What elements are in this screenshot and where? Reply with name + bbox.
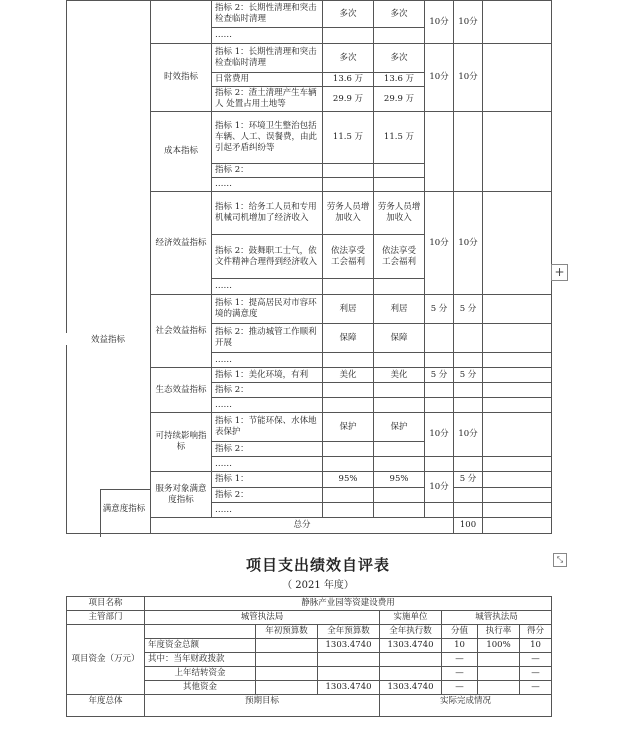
actual-value: 13.6 万 [374,73,425,87]
weight-score: 10分 [425,192,454,295]
satisfaction-subcategory: 服务对象满意度指标 [151,472,212,518]
weight-score: 5 分 [425,295,454,324]
weight-score: 5 分 [425,368,454,383]
ellipsis-row: …… [212,457,323,472]
satisfaction-top-divider [100,489,150,490]
indicator-text: 指标 2： [212,442,323,457]
col-weight: 分值 [442,625,478,639]
target-value: 保护 [323,413,374,442]
benefit-category-cell [67,1,151,534]
weight-score: 10分 [425,413,454,457]
dash-cell: — [442,667,478,681]
add-row-button[interactable]: + [551,264,568,281]
total-weight: 10 [442,639,478,653]
target-value: 29.9 万 [323,87,374,112]
target-value: 劳务人员增加收入 [323,192,374,235]
target-value: 依法享受 工会福利 [323,235,374,279]
fiscal-year: （ 2021 年度） [282,580,354,591]
actual-value: 11.5 万 [374,112,425,164]
sustainability-category: 可持续影响指标 [151,413,212,472]
target-value: 利居 [323,295,374,324]
social-category: 社会效益指标 [151,295,212,368]
page-title: 项目支出绩效自评表 [245,556,390,574]
actual-completion-header: 实际完成情况 [380,695,552,717]
project-summary-table [66,596,552,717]
ellipsis-row: …… [212,28,323,44]
other-full-budget: 1303.4740 [318,681,380,695]
indicator-text: 指标 1：提高居民对市容环境的满意度 [212,295,323,324]
other-exec: 1303.4740 [380,681,442,695]
actual-value: 29.9 万 [374,87,425,112]
actual-value: 美化 [374,368,425,383]
col-exec: 全年执行数 [380,625,442,639]
ellipsis-row: …… [212,353,323,368]
target-value: 多次 [323,44,374,73]
carryover-label: 上年结转资金 [145,667,256,681]
indicator-text: 指标 1：美化环境，有利 [212,368,323,383]
dash-cell: — [520,653,552,667]
ellipsis-row: …… [212,503,323,518]
indicator-text: 指标 1： [212,472,323,488]
earned-score: 10分 [454,413,483,457]
actual-value: 多次 [374,44,425,73]
indicator-text: 指标 2：渣土清理产生车辆人 处置占用土地等 [212,87,323,112]
target-value: 13.6 万 [323,73,374,87]
dept-label: 主管部门 [67,611,145,625]
earned-score: 10分 [454,192,483,295]
fund-label: 项目资金（万元） [67,625,145,695]
indicator-text: 日常费用 [212,73,323,87]
col-score: 得分 [520,625,552,639]
total-fund-label: 年度资金总额 [145,639,256,653]
dash-cell: — [520,667,552,681]
impl-value: 城管执法局 [442,611,552,625]
earned-score: 10分 [454,1,483,44]
dept-value: 城管执法局 [145,611,380,625]
col-rate: 执行率 [478,625,520,639]
fiscal-fund-label: 其中：当年财政拨款 [145,653,256,667]
total-score-label: 总分 [151,518,454,534]
actual-value: 保障 [374,324,425,353]
weight-score: 10分 [425,44,454,112]
total-full-budget: 1303.4740 [318,639,380,653]
weight-score: 10分 [425,472,454,503]
col-initial-budget: 年初预算数 [256,625,318,639]
actual-value: 多次 [374,1,425,28]
target-value: 美化 [323,368,374,383]
dash-cell: — [520,681,552,695]
benefit-category-label: 效益指标 [66,333,150,345]
ellipsis-row: …… [212,398,323,413]
total-rate: 100% [478,639,520,653]
target-value: 11.5 万 [323,112,374,164]
economic-category: 经济效益指标 [151,192,212,295]
ellipsis-row: …… [212,178,323,192]
cost-category: 成本指标 [151,112,212,192]
actual-value: 劳务人员增加收入 [374,192,425,235]
indicator-text: 指标 2：长期性清理和突击检查临时清理 [212,1,323,28]
expected-goal-header: 预期目标 [145,695,380,717]
earned-score: 5 分 [454,472,483,488]
total-score: 10 [520,639,552,653]
blank-cat-cell [151,1,212,44]
indicator-text: 指标 2： [212,164,323,178]
earned-score: 10分 [454,44,483,112]
actual-value: 保护 [374,413,425,442]
ellipsis-row: …… [212,279,323,295]
target-value: 多次 [323,1,374,28]
annual-goal-label: 年度总体 [67,695,145,717]
satisfaction-divider [100,489,101,537]
indicator-table [66,0,552,534]
impl-label: 实施单位 [380,611,442,625]
indicator-text: 指标 1：节能环保、水体地表保护 [212,413,323,442]
time-category: 时效指标 [151,44,212,112]
ecological-category: 生态效益指标 [151,368,212,413]
total-score-value: 100 [454,518,483,534]
indicator-text: 指标 2： [212,488,323,503]
project-name-label: 项目名称 [67,597,145,611]
indicator-text: 指标 2： [212,383,323,398]
indicator-text: 指标 1：环境卫生整治包括车辆、人工、误餐费，由此引起矛盾纠纷等 [212,112,323,164]
dash-cell: — [442,653,478,667]
project-name-value: 静脉产业园等资建设费用 [145,597,552,611]
indicator-text: 指标 2：鼓舞职工士气，依文件精神合理得到经济收入 [212,235,323,279]
indicator-text: 指标 1：给务工人员和专用机械司机增加了经济收入 [212,192,323,235]
other-fund-label: 其他资金 [145,681,256,695]
satisfaction-category-label: 满意度指标 [100,503,148,515]
target-value: 保障 [323,324,374,353]
target-value: 95% [323,472,374,488]
col-full-budget: 全年预算数 [318,625,380,639]
actual-value: 依法享受 工会福利 [374,235,425,279]
notes-cell [483,1,552,44]
earned-score: 5 分 [454,295,483,324]
table-resize-handle[interactable]: ⤡ [553,553,567,567]
indicator-text: 指标 2：推动城管工作顺利开展 [212,324,323,353]
actual-value: 利居 [374,295,425,324]
actual-value: 95% [374,472,425,488]
dash-cell: — [442,681,478,695]
total-exec: 1303.4740 [380,639,442,653]
earned-score: 5 分 [454,368,483,383]
indicator-text: 指标 1：长期性清理和突击检查临时清理 [212,44,323,73]
weight-score: 10分 [425,1,454,44]
